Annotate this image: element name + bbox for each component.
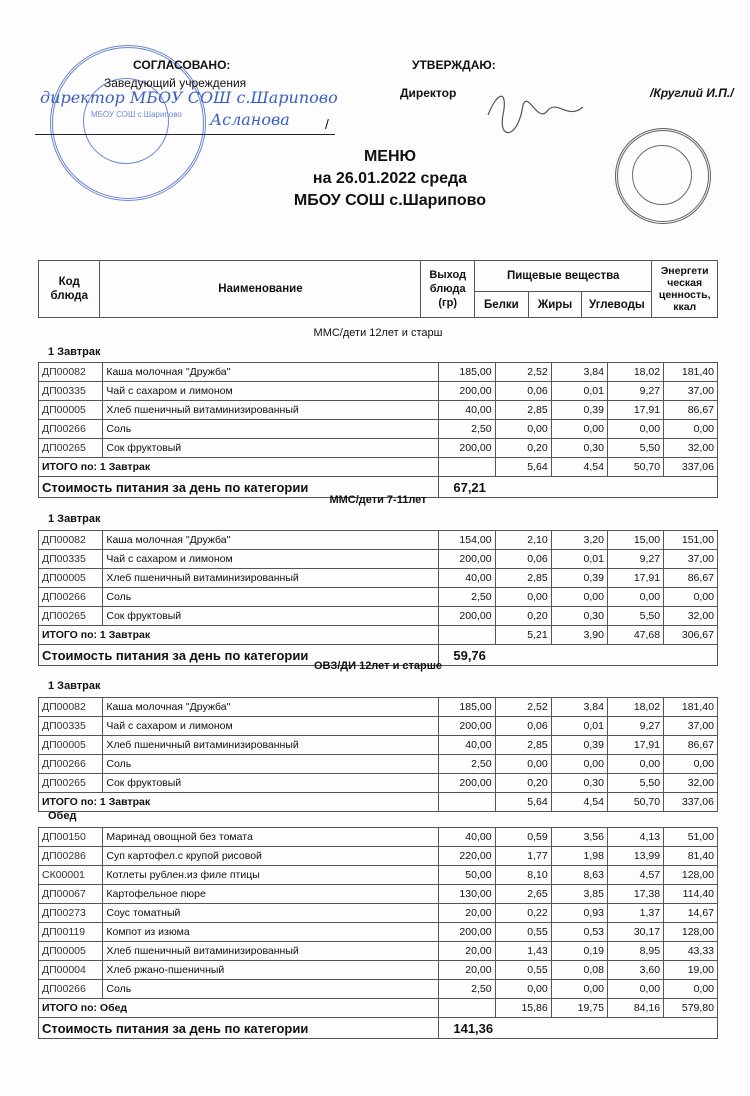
table-row (39, 736, 718, 755)
dish-yield: 200,00 (439, 382, 495, 401)
dish-code: ДП00067 (39, 885, 103, 904)
dish-name: Соль (103, 588, 439, 607)
dish-fats: 0,01 (551, 382, 607, 401)
dish-yield: 200,00 (439, 774, 495, 793)
menu-header-table (38, 260, 718, 318)
meal-title: 1 Завтрак (48, 346, 101, 358)
dish-energy: 37,00 (664, 550, 718, 569)
header-yield: Выход блюда (гр) (421, 261, 475, 318)
dish-proteins: 0,00 (495, 420, 551, 439)
dish-energy: 114,40 (664, 885, 718, 904)
dish-code: ДП00119 (39, 923, 103, 942)
dish-proteins: 0,00 (495, 588, 551, 607)
dish-yield: 200,00 (439, 717, 495, 736)
total-proteins: 5,21 (495, 626, 551, 645)
header-energy: Энергети ческая ценность, ккал (652, 261, 718, 318)
dish-proteins: 0,20 (495, 607, 551, 626)
dish-fats: 0,53 (551, 923, 607, 942)
dish-fats: 0,30 (551, 439, 607, 458)
dish-fats: 3,20 (551, 531, 607, 550)
dish-carbs: 5,50 (607, 774, 663, 793)
dish-energy: 86,67 (664, 401, 718, 420)
signature-slash: / (325, 116, 329, 132)
total-row (39, 793, 718, 812)
dish-code: ДП00005 (39, 401, 103, 420)
total-label: ИТОГО по: 1 Завтрак (39, 458, 439, 477)
dish-fats: 0,01 (551, 550, 607, 569)
total-energy: 337,06 (664, 793, 718, 812)
dish-energy: 181,40 (664, 363, 718, 382)
dish-proteins: 8,10 (495, 866, 551, 885)
dish-code: ДП00082 (39, 363, 103, 382)
dish-code: ДП00335 (39, 550, 103, 569)
total-carbs: 47,68 (607, 626, 663, 645)
dish-code: СК00001 (39, 866, 103, 885)
table-row (39, 439, 718, 458)
total-fats: 3,90 (551, 626, 607, 645)
header-fats: Жиры (528, 292, 582, 318)
dish-energy: 0,00 (664, 420, 718, 439)
dish-energy: 0,00 (664, 755, 718, 774)
dish-energy: 32,00 (664, 439, 718, 458)
dish-energy: 0,00 (664, 588, 718, 607)
dish-energy: 14,67 (664, 904, 718, 923)
dish-energy: 51,00 (664, 828, 718, 847)
dish-yield: 200,00 (439, 607, 495, 626)
dish-carbs: 3,60 (607, 961, 663, 980)
dish-energy: 37,00 (664, 717, 718, 736)
dish-proteins: 1,77 (495, 847, 551, 866)
table-row (39, 420, 718, 439)
section-title: ММС/дети 7-11лет (329, 494, 427, 506)
table-row (39, 588, 718, 607)
dish-yield: 200,00 (439, 923, 495, 942)
menu-date: на 26.01.2022 среда (312, 170, 468, 187)
total-row (39, 999, 718, 1018)
dish-proteins: 0,06 (495, 717, 551, 736)
dish-energy: 32,00 (664, 607, 718, 626)
dish-name: Компот из изюма (103, 923, 439, 942)
dish-code: ДП00266 (39, 755, 103, 774)
dish-energy: 19,00 (664, 961, 718, 980)
total-label: ИТОГО по: 1 Завтрак (39, 793, 439, 812)
dish-code: ДП00265 (39, 607, 103, 626)
total-row (39, 458, 718, 477)
total-energy: 579,80 (664, 999, 718, 1018)
dish-yield: 2,50 (439, 980, 495, 999)
dish-code: ДП00266 (39, 980, 103, 999)
dish-fats: 0,39 (551, 736, 607, 755)
total-carbs: 50,70 (607, 458, 663, 477)
dish-carbs: 15,00 (607, 531, 663, 550)
table-row (39, 717, 718, 736)
dish-yield: 185,00 (439, 698, 495, 717)
dish-name: Хлеб пшеничный витаминизированный (103, 569, 439, 588)
dish-code: ДП00286 (39, 847, 103, 866)
dish-name: Хлеб пшеничный витаминизированный (103, 401, 439, 420)
dish-code: ДП00335 (39, 382, 103, 401)
total-yield-empty (439, 626, 495, 645)
meal-table (38, 530, 718, 666)
dish-code: ДП00265 (39, 439, 103, 458)
dish-yield: 185,00 (439, 363, 495, 382)
dish-carbs: 18,02 (607, 698, 663, 717)
cost-value: 141,36 (439, 1018, 718, 1039)
dish-fats: 1,98 (551, 847, 607, 866)
approve-position: Директор (400, 86, 457, 100)
dish-name: Соль (103, 420, 439, 439)
dish-energy: 181,40 (664, 698, 718, 717)
dish-proteins: 0,06 (495, 382, 551, 401)
dish-energy: 37,00 (664, 382, 718, 401)
table-row (39, 847, 718, 866)
dish-carbs: 1,37 (607, 904, 663, 923)
approve-name: /Круглий И.П./ (650, 86, 734, 100)
dish-code: ДП00273 (39, 904, 103, 923)
director-signature (478, 85, 588, 145)
dish-carbs: 17,91 (607, 736, 663, 755)
agreed-position: Заведующий учреждения (104, 76, 247, 90)
dish-proteins: 2,52 (495, 363, 551, 382)
dish-proteins: 0,00 (495, 980, 551, 999)
dish-energy: 128,00 (664, 923, 718, 942)
dish-proteins: 2,85 (495, 401, 551, 420)
dish-code: ДП00265 (39, 774, 103, 793)
dish-yield: 2,50 (439, 755, 495, 774)
total-proteins: 5,64 (495, 793, 551, 812)
section-title: ММС/дети 12лет и старш (313, 327, 443, 339)
table-row (39, 828, 718, 847)
dish-name: Каша молочная "Дружба" (103, 531, 439, 550)
dish-yield: 40,00 (439, 736, 495, 755)
dish-carbs: 0,00 (607, 420, 663, 439)
agreed-label: СОГЛАСОВАНО: (133, 58, 231, 72)
dish-energy: 151,00 (664, 531, 718, 550)
dish-name: Сок фруктовый (103, 607, 439, 626)
total-row (39, 626, 718, 645)
agreed-signature-line (35, 134, 335, 135)
total-energy: 337,06 (664, 458, 718, 477)
dish-code: ДП00005 (39, 736, 103, 755)
dish-carbs: 0,00 (607, 980, 663, 999)
dish-name: Каша молочная "Дружба" (103, 363, 439, 382)
dish-name: Каша молочная "Дружба" (103, 698, 439, 717)
agreed-signature-name: Асланова (210, 110, 290, 129)
dish-carbs: 9,27 (607, 717, 663, 736)
dish-name: Хлеб пшеничный витаминизированный (103, 942, 439, 961)
dish-code: ДП00005 (39, 942, 103, 961)
dish-proteins: 0,00 (495, 755, 551, 774)
dish-carbs: 4,57 (607, 866, 663, 885)
total-fats: 4,54 (551, 458, 607, 477)
dish-name: Хлеб пшеничный витаминизированный (103, 736, 439, 755)
dish-code: ДП00005 (39, 569, 103, 588)
header-name: Наименование (100, 261, 421, 318)
meal-table (38, 362, 718, 498)
dish-fats: 0,00 (551, 980, 607, 999)
table-row (39, 885, 718, 904)
dish-code: ДП00082 (39, 698, 103, 717)
dish-code: ДП00082 (39, 531, 103, 550)
dish-proteins: 0,20 (495, 439, 551, 458)
table-row (39, 401, 718, 420)
dish-code: ДП00266 (39, 420, 103, 439)
dish-yield: 130,00 (439, 885, 495, 904)
header-nutrients: Пищевые вещества (475, 261, 652, 292)
meal-table (38, 827, 718, 1039)
dish-yield: 200,00 (439, 439, 495, 458)
dish-proteins: 2,85 (495, 569, 551, 588)
dish-fats: 0,00 (551, 588, 607, 607)
total-fats: 19,75 (551, 999, 607, 1018)
dish-energy: 128,00 (664, 866, 718, 885)
dish-carbs: 30,17 (607, 923, 663, 942)
total-label: ИТОГО по: Обед (39, 999, 439, 1018)
dish-energy: 86,67 (664, 569, 718, 588)
dish-yield: 2,50 (439, 420, 495, 439)
table-row (39, 698, 718, 717)
dish-carbs: 9,27 (607, 550, 663, 569)
dish-name: Чай с сахаром и лимоном (103, 550, 439, 569)
section-title: ОВЗ/ДИ 12лет и старше (313, 660, 443, 672)
header-carbs: Углеводы (582, 292, 652, 318)
menu-school: МБОУ СОШ с.Шарипово (293, 192, 487, 209)
dish-proteins: 2,65 (495, 885, 551, 904)
dish-fats: 0,39 (551, 569, 607, 588)
agreed-handwritten: директор МБОУ СОШ с.Шарипово (40, 88, 338, 107)
cost-value: 67,21 (439, 477, 718, 498)
dish-carbs: 18,02 (607, 363, 663, 382)
meal-title: 1 Завтрак (48, 513, 101, 525)
dish-fats: 3,84 (551, 363, 607, 382)
dish-fats: 0,30 (551, 607, 607, 626)
dish-fats: 0,30 (551, 774, 607, 793)
dish-yield: 40,00 (439, 828, 495, 847)
total-energy: 306,67 (664, 626, 718, 645)
table-row (39, 904, 718, 923)
dish-proteins: 0,22 (495, 904, 551, 923)
dish-fats: 0,08 (551, 961, 607, 980)
dish-carbs: 17,91 (607, 569, 663, 588)
dish-yield: 40,00 (439, 569, 495, 588)
dish-carbs: 13,99 (607, 847, 663, 866)
dish-name: Соль (103, 980, 439, 999)
dish-code: ДП00266 (39, 588, 103, 607)
table-row (39, 866, 718, 885)
dish-code: ДП00335 (39, 717, 103, 736)
dish-fats: 0,93 (551, 904, 607, 923)
dish-yield: 50,00 (439, 866, 495, 885)
header-code: Код блюда (39, 261, 100, 318)
header-proteins: Белки (475, 292, 529, 318)
dish-carbs: 0,00 (607, 588, 663, 607)
dish-carbs: 4,13 (607, 828, 663, 847)
dish-proteins: 0,06 (495, 550, 551, 569)
dish-fats: 0,19 (551, 942, 607, 961)
table-row (39, 363, 718, 382)
dish-name: Суп картофел.с крупой рисовой (103, 847, 439, 866)
table-row (39, 550, 718, 569)
table-row (39, 755, 718, 774)
official-stamp (615, 128, 711, 224)
dish-yield: 20,00 (439, 961, 495, 980)
dish-name: Соус томатный (103, 904, 439, 923)
dish-carbs: 9,27 (607, 382, 663, 401)
total-carbs: 50,70 (607, 793, 663, 812)
table-row (39, 382, 718, 401)
dish-name: Маринад овощной без томата (103, 828, 439, 847)
dish-energy: 32,00 (664, 774, 718, 793)
stamp-text: МБОУ СОШ с.Шарипово (91, 110, 182, 119)
total-label: ИТОГО по: 1 Завтрак (39, 626, 439, 645)
dish-proteins: 0,55 (495, 923, 551, 942)
meal-table (38, 697, 718, 812)
dish-carbs: 17,38 (607, 885, 663, 904)
total-yield-empty (439, 999, 495, 1018)
dish-carbs: 17,91 (607, 401, 663, 420)
dish-carbs: 8,95 (607, 942, 663, 961)
dish-fats: 3,56 (551, 828, 607, 847)
dish-yield: 200,00 (439, 550, 495, 569)
total-yield-empty (439, 458, 495, 477)
cost-label: Стоимость питания за день по категории (39, 645, 439, 666)
cost-label: Стоимость питания за день по категории (39, 1018, 439, 1039)
dish-yield: 2,50 (439, 588, 495, 607)
dish-name: Соль (103, 755, 439, 774)
dish-name: Котлеты рублен.из филе птицы (103, 866, 439, 885)
table-row (39, 961, 718, 980)
dish-name: Чай с сахаром и лимоном (103, 717, 439, 736)
dish-carbs: 5,50 (607, 439, 663, 458)
total-yield-empty (439, 793, 495, 812)
dish-carbs: 0,00 (607, 755, 663, 774)
total-proteins: 15,86 (495, 999, 551, 1018)
cost-value: 59,76 (439, 645, 718, 666)
dish-proteins: 0,59 (495, 828, 551, 847)
dish-proteins: 2,10 (495, 531, 551, 550)
dish-energy: 43,33 (664, 942, 718, 961)
dish-fats: 0,01 (551, 717, 607, 736)
dish-energy: 0,00 (664, 980, 718, 999)
dish-proteins: 0,20 (495, 774, 551, 793)
dish-proteins: 1,43 (495, 942, 551, 961)
total-fats: 4,54 (551, 793, 607, 812)
dish-name: Картофельное пюре (103, 885, 439, 904)
dish-name: Сок фруктовый (103, 774, 439, 793)
dish-code: ДП00004 (39, 961, 103, 980)
table-row (39, 569, 718, 588)
menu-title: МЕНЮ (363, 148, 417, 165)
dish-proteins: 0,55 (495, 961, 551, 980)
dish-fats: 0,00 (551, 420, 607, 439)
dish-fats: 3,85 (551, 885, 607, 904)
table-row (39, 607, 718, 626)
table-row (39, 980, 718, 999)
dish-name: Хлеб ржано-пшеничный (103, 961, 439, 980)
dish-yield: 220,00 (439, 847, 495, 866)
dish-yield: 20,00 (439, 942, 495, 961)
dish-proteins: 2,52 (495, 698, 551, 717)
dish-fats: 3,84 (551, 698, 607, 717)
dish-yield: 20,00 (439, 904, 495, 923)
table-row (39, 942, 718, 961)
table-row (39, 923, 718, 942)
dish-name: Чай с сахаром и лимоном (103, 382, 439, 401)
dish-proteins: 2,85 (495, 736, 551, 755)
cost-label: Стоимость питания за день по категории (39, 477, 439, 498)
dish-carbs: 5,50 (607, 607, 663, 626)
dish-code: ДП00150 (39, 828, 103, 847)
table-row (39, 774, 718, 793)
dish-energy: 86,67 (664, 736, 718, 755)
meal-title: 1 Завтрак (48, 680, 101, 692)
dish-fats: 0,39 (551, 401, 607, 420)
dish-yield: 40,00 (439, 401, 495, 420)
total-proteins: 5,64 (495, 458, 551, 477)
dish-name: Сок фруктовый (103, 439, 439, 458)
dish-yield: 154,00 (439, 531, 495, 550)
dish-energy: 81,40 (664, 847, 718, 866)
dish-fats: 0,00 (551, 755, 607, 774)
approve-label: УТВЕРЖДАЮ: (412, 58, 496, 72)
cost-row (39, 1018, 718, 1039)
meal-title: Обед (48, 810, 77, 822)
table-row (39, 531, 718, 550)
total-carbs: 84,16 (607, 999, 663, 1018)
dish-fats: 8,63 (551, 866, 607, 885)
